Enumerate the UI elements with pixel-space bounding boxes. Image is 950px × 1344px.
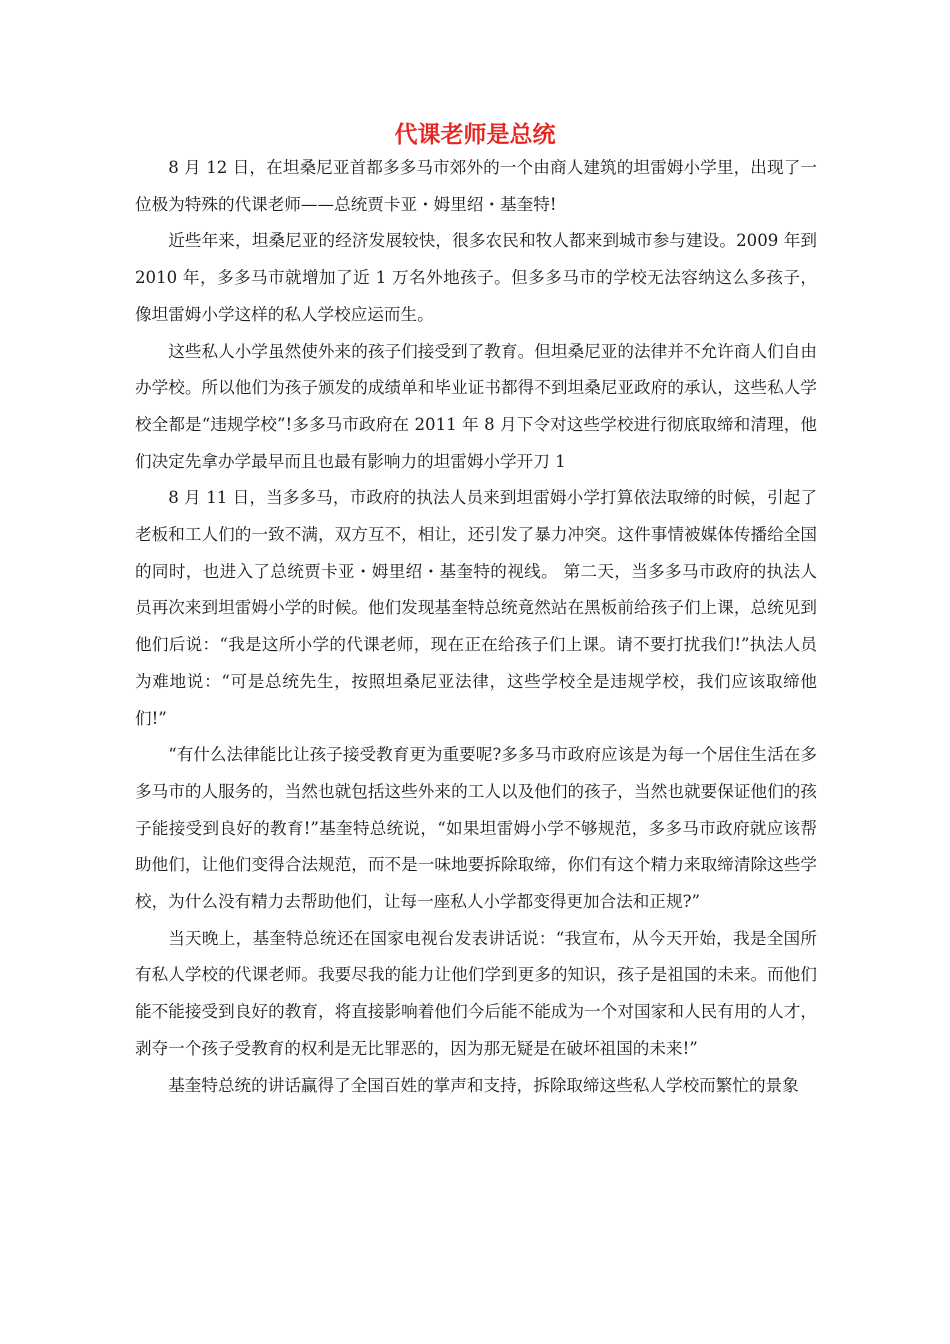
paragraph: 基奎特总统的讲话赢得了全国百姓的掌声和支持，拆除取缔这些私人学校而繁忙的景象: [168, 1075, 799, 1095]
paragraph: 8 月 11 日，当多多马，市政府的执法人员来到坦雷姆小学打算依法取缔的时候，引起了老板和工人们的一致不满，双方互不，相让，还引发了暴力冲突。这件事情被媒体传播给全国的同时，也进入了总统贾卡亚・姆里绍・基奎特的视线。 第二天，当多多马市政府的执法人员再次来到坦雷姆小学的时候。他们发现基奎特总统竟然站在黑板前给孩子们上课，总统见到他们后说：“我是这所小学的代课老师，现在正在给孩子们上课。请不要打扰我们!”执法人员为难地说：“可是总统先生，按照坦桑尼亚法律，这些学校全是违规学校，我们应该取缔他们!”: [135, 488, 817, 728]
document-title: 代课老师是总统: [394, 121, 556, 148]
paragraph: 这些私人小学虽然使外来的孩子们接受到了教育。但坦桑尼亚的法律并不允许商人们自由办学校。所以他们为孩子颁发的成绩单和毕业证书都得不到坦桑尼亚政府的承认，这些私人学校全都是“违规学校”!多多马市政府在 2011 年 8 月下令对这些学校进行彻底取缔和清理，他们决定先拿办学最早而且也最有影响力的坦雷姆小学开刀 1: [135, 341, 817, 471]
paragraph: 当天晚上，基奎特总统还在国家电视台发表讲话说：“我宣布，从今天开始，我是全国所有私人学校的代课老师。我要尽我的能力让他们学到更多的知识，孩子是祖国的未来。而他们能不能接受到良好的教育，将直接影响着他们今后能不能成为一个对国家和人民有用的人才，剥夺一个孩子受教育的权利是无比罪恶的，因为那无疑是在破坏祖国的未来!”: [135, 928, 817, 1058]
paragraph: 8 月 12 日，在坦桑尼亚首都多多马市郊外的一个由商人建筑的坦雷姆小学里，出现了一位极为特殊的代课老师——总统贾卡亚・姆里绍・基奎特!: [135, 158, 817, 214]
document-body: [135, 150, 817, 1104]
paragraph: 近些年来，坦桑尼亚的经济发展较快，很多农民和牧人都来到城市参与建设。2009 年到 2010 年，多多马市就增加了近 1 万名外地孩子。但多多马市的学校无法容纳这么多孩子，像坦雷姆小学这样的私人学校应运而生。: [135, 231, 817, 324]
paragraph: “有什么法律能比让孩子接受教育更为重要呢?多多马市政府应该是为每一个居住生活在多多马市的人服务的，当然也就包括这些外来的工人以及他们的孩子，当然也就要保证他们的孩子能接受到良好的教育!”基奎特总统说，“如果坦雷姆小学不够规范，多多马市政府就应该帮助他们，让他们变得合法规范，而不是一味地要拆除取缔，你们有这个精力来取缔清除这些学校，为什么没有精力去帮助他们，让每一座私人小学都变得更加合法和正规?”: [135, 745, 817, 912]
